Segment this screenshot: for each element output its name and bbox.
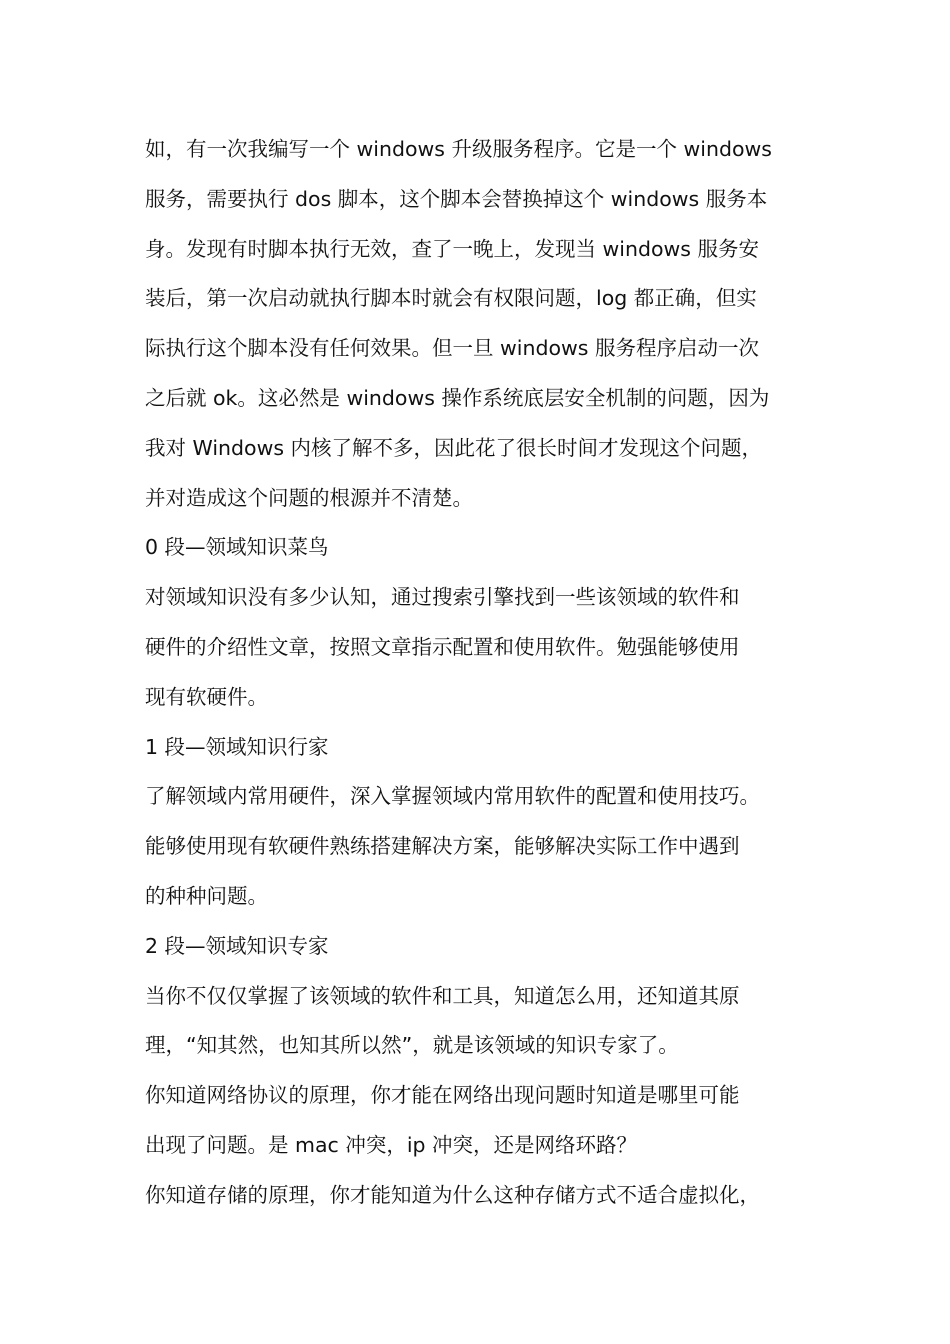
- paragraph-line: 你知道存储的原理，你才能知道为什么这种存储方式不适合虚拟化，: [145, 1182, 760, 1207]
- paragraph-line: 的种种问题。: [145, 883, 268, 908]
- paragraph-line: 你知道网络协议的原理，你才能在网络出现问题时知道是哪里可能: [145, 1083, 740, 1108]
- paragraph-line: 能够使用现有软硬件熟练搭建解决方案，能够解决实际工作中遇到: [145, 834, 740, 859]
- section-heading-level-1: 1 段—领域知识行家: [145, 734, 329, 759]
- paragraph-line: 际执行这个脚本没有任何效果。但一旦 windows 服务程序启动一次: [145, 336, 759, 361]
- section-heading-level-2: 2 段—领域知识专家: [145, 933, 329, 958]
- paragraph-line: 现有软硬件。: [145, 684, 268, 709]
- paragraph-line: 如，有一次我编写一个 windows 升级服务程序。它是一个 windows: [145, 137, 772, 161]
- paragraph-line: 对领域知识没有多少认知，通过搜索引擎找到一些该领域的软件和: [145, 585, 740, 610]
- paragraph-line: 出现了问题。是 mac 冲突，ip 冲突，还是网络环路？: [145, 1132, 638, 1157]
- paragraph-line: 服务，需要执行 dos 脚本，这个脚本会替换掉这个 windows 服务本: [145, 186, 768, 211]
- document-body: [145, 125, 817, 1221]
- paragraph-line: 了解领域内常用硬件，深入掌握领域内常用软件的配置和使用技巧。: [145, 784, 760, 809]
- paragraph-line: 装后，第一次启动就执行脚本时就会有权限问题，log 都正确，但实: [145, 286, 757, 311]
- paragraph-line: 并对造成这个问题的根源并不清楚。: [145, 485, 473, 510]
- paragraph-line: 当你不仅仅掌握了该领域的软件和工具，知道怎么用，还知道其原: [145, 983, 740, 1008]
- paragraph-line: 硬件的介绍性文章，按照文章指示配置和使用软件。勉强能够使用: [145, 634, 740, 659]
- paragraph-line: 身。发现有时脚本执行无效，查了一晚上，发现当 windows 服务安: [145, 236, 759, 261]
- section-heading-level-0: 0 段—领域知识菜鸟: [145, 535, 329, 560]
- paragraph-line: 理，“知其然，也知其所以然”，就是该领域的知识专家了。: [145, 1033, 679, 1058]
- paragraph-line: 之后就 ok。这必然是 windows 操作系统底层安全机制的问题，因为: [145, 385, 770, 410]
- paragraph-line: 我对 Windows 内核了解不多，因此花了很长时间才发现这个问题，: [145, 435, 763, 460]
